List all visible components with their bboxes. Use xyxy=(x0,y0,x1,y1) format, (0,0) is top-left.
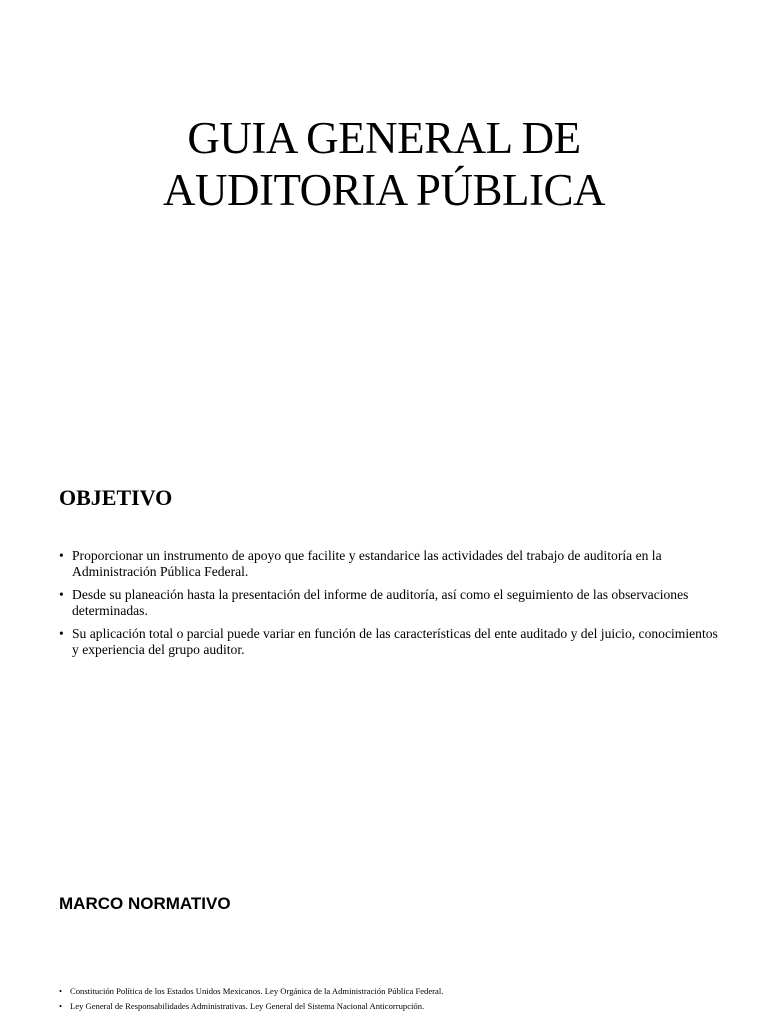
marco-item-text: Ley General de Responsabilidades Administrativas. Ley General del Sistema Nacional Anticorrupción. xyxy=(70,1001,425,1011)
bullet-icon: • xyxy=(59,626,64,641)
marco-normativo-list xyxy=(59,986,719,1016)
marco-item xyxy=(59,1001,719,1011)
objetivo-list xyxy=(59,548,719,665)
objetivo-item-text: Proporcionar un instrumento de apoyo que facilite y estandarice las actividades del trabajo de auditoría en la Administración Pública Federal. xyxy=(72,548,662,579)
marco-normativo-heading: MARCO NORMATIVO xyxy=(59,894,231,913)
objetivo-item-text: Su aplicación total o parcial puede variar en función de las características del ente auditado y del juicio, conocimientos y experiencia del grupo auditor. xyxy=(72,626,718,657)
bullet-icon: • xyxy=(59,587,64,602)
marco-item-text: Constitución Política de los Estados Unidos Mexicanos. Ley Orgánica de la Administración Pública Federal. xyxy=(70,986,444,996)
title-line-1: GUIA GENERAL DE xyxy=(187,113,581,163)
document-title xyxy=(0,112,768,216)
objetivo-item xyxy=(59,587,719,619)
objetivo-item xyxy=(59,548,719,580)
objetivo-item xyxy=(59,626,719,658)
objetivo-heading: OBJETIVO xyxy=(59,485,173,510)
bullet-icon: • xyxy=(59,1001,63,1011)
bullet-icon: • xyxy=(59,986,63,996)
bullet-icon: • xyxy=(59,548,64,563)
objetivo-item-text: Desde su planeación hasta la presentación del informe de auditoría, así como el seguimiento de las observaciones determinadas. xyxy=(72,587,689,618)
marco-item xyxy=(59,986,719,996)
title-line-2: AUDITORIA PÚBLICA xyxy=(163,165,605,215)
